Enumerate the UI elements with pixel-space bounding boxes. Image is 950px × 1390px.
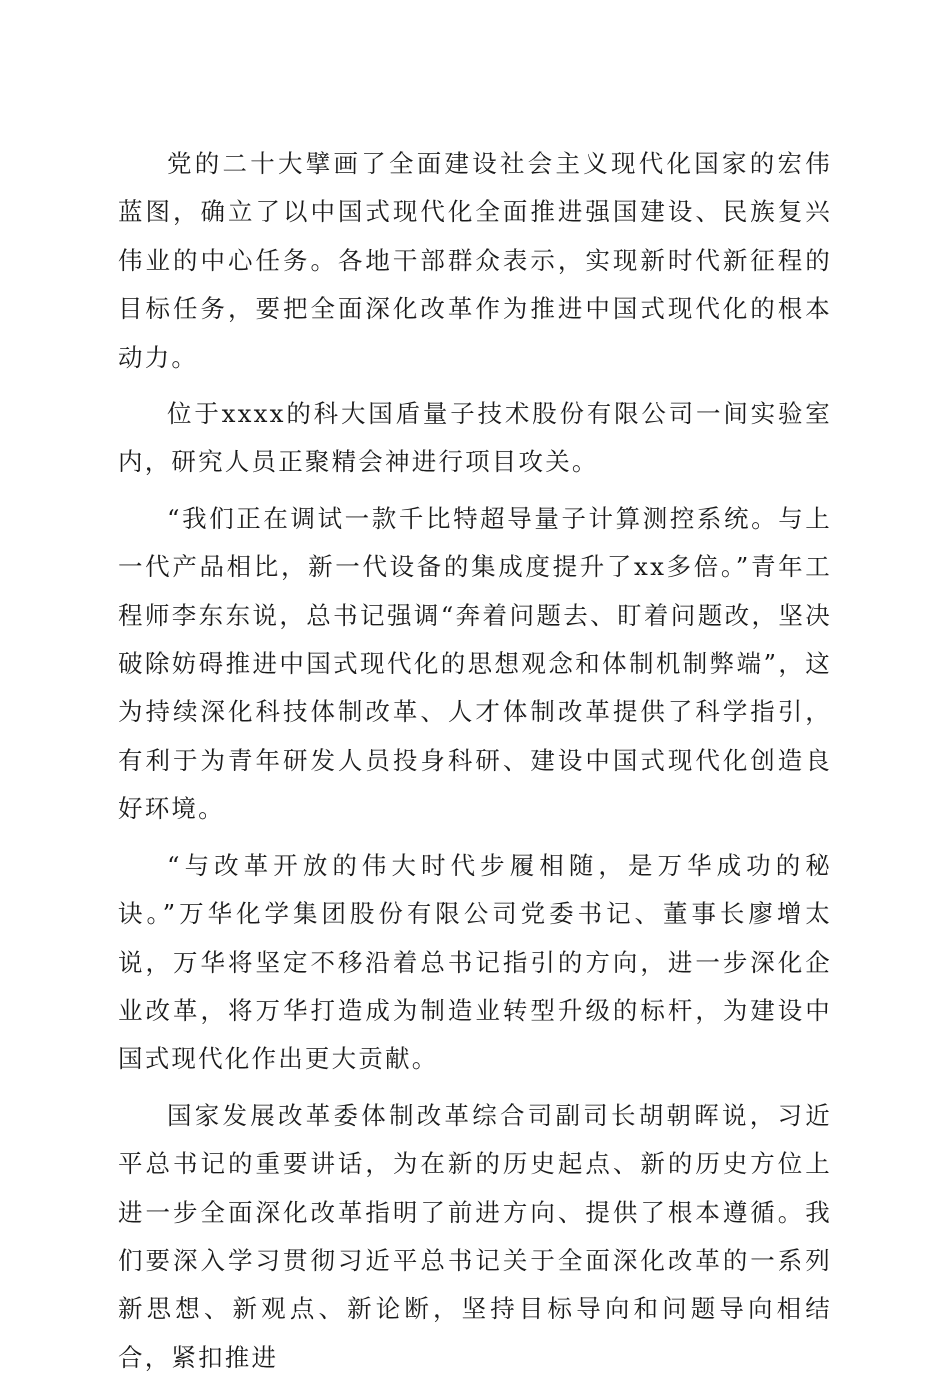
paragraph-1: 党的二十大擘画了全面建设社会主义现代化国家的宏伟蓝图，确立了以中国式现代化全面推进强国建设、民族复兴伟业的中心任务。各地干部群众表示，实现新时代新征程的目标任务，要把全面深化改革作为推进中国式现代化的根本动力。	[118, 149, 832, 372]
paragraph-2: 位于xxxx的科大国盾量子技术股份有限公司一间实验室内，研究人员正聚精会神进行项目攻关。	[118, 399, 832, 477]
paragraph-4: “与改革开放的伟大时代步履相随，是万华成功的秘诀。”万华化学集团股份有限公司党委书记、董事长廖增太说，万华将坚定不移沿着总书记指引的方向，进一步深化企业改革，将万华打造成为制造业转型升级的标杆，为建设中国式现代化作出更大贡献。	[118, 850, 832, 1074]
paragraph-5: 国家发展改革委体制改革综合司副司长胡朝晖说，习近平总书记的重要讲话，为在新的历史起点、新的历史方位上进一步全面深化改革指明了前进方向、提供了根本遵循。我们要深入学习贯彻习近平总书记关于全面深化改革的一系列新思想、新观点、新论断，坚持目标导向和问题导向相结合，紧扣推进	[118, 1100, 832, 1372]
paragraph-3: “我们正在调试一款千比特超导量子计算测控系统。与上一代产品相比，新一代设备的集成度提升了xx多倍。”青年工程师李东东说，总书记强调“奔着问题去、盯着问题改，坚决破除妨碍推进中国式现代化的思想观念和体制机制弊端”，这为持续深化科技体制改革、人才体制改革提供了科学指引，有利于为青年研发人员投身科研、建设中国式现代化创造良好环境。	[118, 503, 832, 824]
document-body	[118, 140, 832, 1390]
